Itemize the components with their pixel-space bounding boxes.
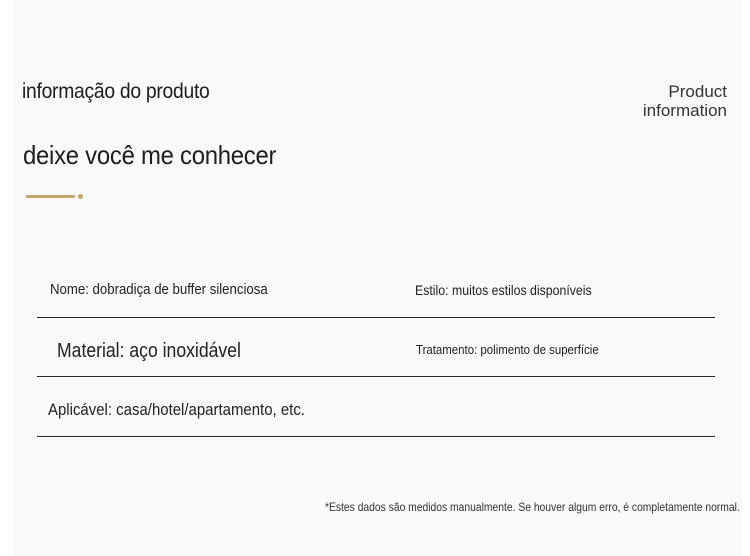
section-title-en-line1: Product [668,82,727,101]
section-title-en-line2: information [642,101,727,120]
accent-divider-line [26,195,75,198]
section-title-pt: informação do produto [22,80,210,103]
table-row-divider [37,376,715,377]
spec-treatment: Tratamento: polimento de superfície [416,342,599,357]
spec-material: Material: aço inoxidável [57,340,241,362]
table-row-divider [37,317,715,318]
accent-divider-dot [78,194,83,199]
section-title-en [643,82,727,120]
spec-name: Nome: dobradiça de buffer silenciosa [50,281,268,298]
footnote: *Estes dados são medidos manualmente. Se houver algum erro, é completamente normal. [325,500,740,514]
spec-applicable: Aplicável: casa/hotel/apartamento, etc. [48,400,305,419]
spec-style: Estilo: muitos estilos disponíveis [415,282,592,298]
table-row-divider [37,436,715,437]
page-subtitle: deixe você me conhecer [23,140,277,170]
